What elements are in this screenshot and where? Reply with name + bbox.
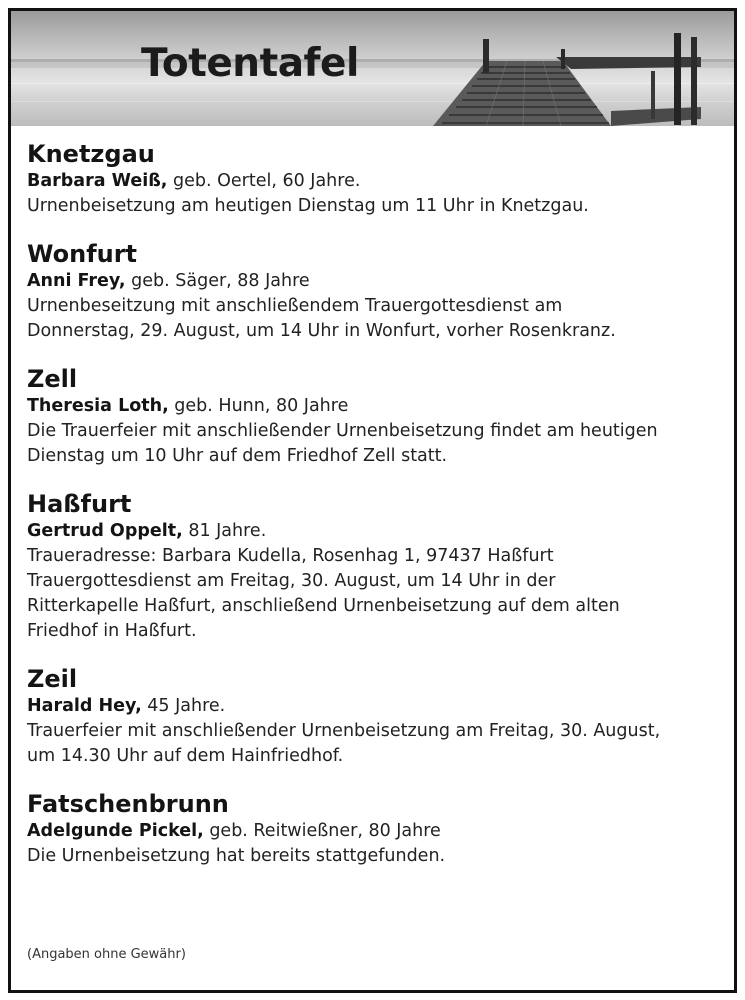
- person-name: Theresia Loth,: [27, 396, 169, 416]
- place-heading: Fatschenbrunn: [27, 790, 229, 818]
- person-line: [27, 819, 727, 844]
- service-text: Urnenbeseitzung mit anschließendem Trauergottesdienst am: [27, 296, 563, 316]
- service-text: Donnerstag, 29. August, um 14 Uhr in Wonfurt, vorher Rosenkranz.: [27, 321, 616, 341]
- obituary-entry-fatschenbrunn: [27, 789, 727, 869]
- disclaimer-note: (Angaben ohne Gewähr): [27, 947, 186, 962]
- obituary-entry-zell: [27, 364, 727, 469]
- jetty-photo: [11, 11, 734, 126]
- obituary-list: [27, 139, 727, 889]
- person-line: [27, 394, 727, 419]
- person-details: geb. Säger, 88 Jahre: [125, 271, 310, 291]
- obituary-entry-hassfurt: [27, 489, 727, 644]
- place-heading: Knetzgau: [27, 140, 155, 168]
- service-text: Urnenbeisetzung am heutigen Dienstag um 11 Uhr in Knetzgau.: [27, 196, 589, 216]
- obituary-entry-knetzgau: [27, 139, 727, 219]
- place-heading: Wonfurt: [27, 240, 138, 268]
- page-title: Totentafel: [141, 41, 359, 86]
- service-text: um 14.30 Uhr auf dem Hainfriedhof.: [27, 746, 344, 766]
- obituary-entry-wonfurt: [27, 239, 727, 344]
- person-details: geb. Hunn, 80 Jahre: [168, 396, 349, 416]
- person-details: 81 Jahre.: [182, 521, 267, 541]
- place-heading: Haßfurt: [27, 490, 132, 518]
- obituary-frame: [8, 8, 737, 993]
- place-heading: Zeil: [27, 665, 78, 693]
- person-line: [27, 269, 727, 294]
- service-text: Dienstag um 10 Uhr auf dem Friedhof Zell statt.: [27, 446, 448, 466]
- person-name: Harald Hey,: [27, 696, 142, 716]
- service-text: Trauerfeier mit anschließender Urnenbeisetzung am Freitag, 30. August,: [27, 721, 661, 741]
- person-line: [27, 169, 727, 194]
- person-name: Adelgunde Pickel,: [27, 821, 204, 841]
- service-text: Friedhof in Haßfurt.: [27, 621, 197, 641]
- person-name: Anni Frey,: [27, 271, 126, 291]
- person-details: geb. Oertel, 60 Jahre.: [167, 171, 361, 191]
- place-heading: Zell: [27, 365, 78, 393]
- service-text: Trauergottesdienst am Freitag, 30. August, um 14 Uhr in der: [27, 571, 556, 591]
- person-name: Gertrud Oppelt,: [27, 521, 183, 541]
- service-text: Die Urnenbeisetzung hat bereits stattgefunden.: [27, 846, 446, 866]
- person-line: [27, 694, 727, 719]
- person-line: [27, 519, 727, 544]
- person-details: 45 Jahre.: [141, 696, 226, 716]
- service-text: Ritterkapelle Haßfurt, anschließend Urnenbeisetzung auf dem alten: [27, 596, 620, 616]
- person-details: geb. Reitwießner, 80 Jahre: [203, 821, 441, 841]
- obituary-entry-zeil: [27, 664, 727, 769]
- service-text: Die Trauerfeier mit anschließender Urnenbeisetzung findet am heutigen: [27, 421, 658, 441]
- person-name: Barbara Weiß,: [27, 171, 168, 191]
- service-text: Traueradresse: Barbara Kudella, Rosenhag 1, 97437 Haßfurt: [27, 546, 554, 566]
- header-banner: [11, 11, 734, 126]
